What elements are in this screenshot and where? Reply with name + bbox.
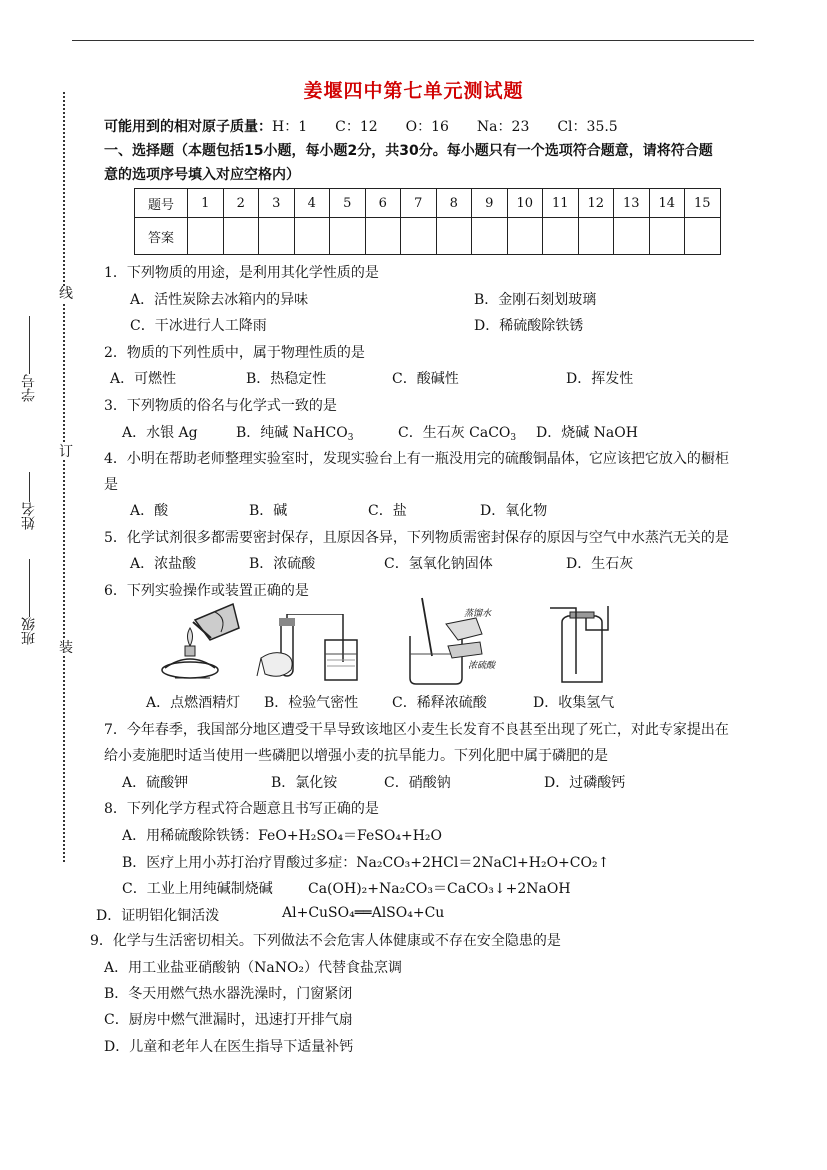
question-number-cell: 6 (365, 189, 401, 218)
dilute-acid-figure (402, 596, 502, 688)
answer-cell[interactable] (614, 218, 650, 255)
q2-option-a: A．可燃性 (110, 371, 177, 387)
section1-header-line1: 一、选择题（本题包括15小题，每小题2分，共30分。每小题只有一个选项符合题意，请将符合题 (104, 143, 713, 159)
q3-option-b: B．纯碱 NaHCO$_3$ (236, 425, 354, 443)
q7-stem-line1: 7．今年春季，我国部分地区遭受干旱导致该地区小麦生长发育不良甚至出现了死亡，对此专家提出在 (104, 722, 729, 738)
q6-option-b: B．检验气密性 (264, 695, 359, 711)
answer-cell[interactable] (685, 218, 721, 255)
question-number-cell: 9 (472, 189, 508, 218)
answer-cell[interactable] (259, 218, 295, 255)
answer-cell[interactable] (188, 218, 224, 255)
class-underline (29, 559, 30, 617)
q4-stem-line2: 是 (104, 477, 118, 493)
q3-stem: 3．下列物质的俗名与化学式一致的是 (104, 398, 337, 414)
q5-option-b: B．浓硫酸 (249, 556, 316, 572)
question-number-cell: 1 (188, 189, 224, 218)
q4-option-b: B．碱 (249, 503, 288, 519)
gas-collection-figure (548, 604, 610, 688)
q1-stem: 1．下列物质的用途，是利用其化学性质的是 (104, 265, 379, 281)
binding-dotted-line (63, 92, 65, 862)
question-number-cell: 2 (223, 189, 259, 218)
q6-option-d: D．收集氢气 (533, 695, 615, 711)
q7-option-a: A．硫酸钾 (122, 775, 189, 791)
q7-stem-line2: 给小麦施肥时适当使用一些磷肥以增强小麦的抗旱能力。下列化肥中属于磷肥的是 (104, 748, 608, 764)
answer-cell[interactable] (649, 218, 685, 255)
q3-option-d: D．烧碱 NaOH (536, 425, 638, 441)
answer-cell[interactable] (401, 218, 437, 255)
question-number-cell: 3 (259, 189, 295, 218)
answer-cell[interactable] (436, 218, 472, 255)
fig-c-label-acid: 浓硫酸 (468, 661, 496, 671)
q1-option-b: B．金刚石刻划玻璃 (474, 292, 597, 308)
answer-cell[interactable] (330, 218, 366, 255)
q8-option-a: A．用稀硫酸除铁锈：FeO+H₂SO₄＝FeSO₄+H₂O (122, 828, 442, 844)
q5-option-c: C．氢氧化钠固体 (384, 556, 493, 572)
question-number-cell: 15 (685, 189, 721, 218)
answer-row-label: 答案 (135, 218, 188, 255)
answer-table-header-label: 题号 (135, 189, 188, 218)
question-number-cell: 10 (507, 189, 543, 218)
airtightness-figure (255, 614, 365, 690)
q8-option-c: C．工业上用纯碱制烧碱 (122, 881, 273, 897)
answer-cell[interactable] (578, 218, 614, 255)
top-rule (72, 40, 754, 41)
name-underline (29, 472, 30, 502)
answer-table (134, 188, 721, 255)
q2-option-c: C．酸碱性 (392, 371, 459, 387)
q8-option-b: B．医疗上用小苏打治疗胃酸过多症：Na₂CO₃+2HCl＝2NaCl+H₂O+CO₂↑ (122, 855, 610, 871)
section1-header-line2: 意的选项序号填入对应空格内） (104, 167, 300, 183)
binding-char-xian: 线 (59, 286, 73, 302)
q4-stem-line1: 4．小明在帮助老师整理实验室时，发现实验台上有一瓶没用完的硫酸铜晶体，它应该把它放入的橱柜 (104, 451, 729, 467)
q2-option-d: D．挥发性 (566, 371, 634, 387)
q8-option-c-equation: Ca(OH)₂+Na₂CO₃＝CaCO₃↓+2NaOH (308, 881, 571, 897)
question-number-cell: 5 (330, 189, 366, 218)
q4-option-a: A．酸 (130, 503, 169, 519)
q5-option-d: D．生石灰 (566, 556, 634, 572)
answer-cell[interactable] (223, 218, 259, 255)
answer-cell[interactable] (294, 218, 330, 255)
name-label: 姓名 (21, 502, 37, 530)
q9-option-d: D．儿童和老年人在医生指导下适量补钙 (104, 1039, 354, 1055)
q8-option-d: D．证明铝化铜活泼 (96, 908, 220, 924)
answer-cell[interactable] (472, 218, 508, 255)
q7-option-b: B．氯化铵 (271, 775, 338, 791)
answer-cell[interactable] (507, 218, 543, 255)
q9-option-c: C．厨房中燃气泄漏时，迅速打开排气扇 (104, 1012, 353, 1028)
question-number-cell: 12 (578, 189, 614, 218)
answer-cell[interactable] (365, 218, 401, 255)
class-field[interactable] (14, 555, 44, 645)
question-number-cell: 11 (543, 189, 579, 218)
q7-option-c: C．硝酸钠 (384, 775, 451, 791)
question-number-cell: 13 (614, 189, 650, 218)
name-field[interactable] (14, 468, 44, 530)
q6-option-a: A．点燃酒精灯 (146, 695, 241, 711)
question-number-cell: 8 (436, 189, 472, 218)
question-number-cell: 7 (401, 189, 437, 218)
q8-option-d-equation: Al+CuSO₄══AlSO₄+Cu (282, 905, 445, 921)
q5-option-a: A．浓盐酸 (130, 556, 197, 572)
q9-stem: 9．化学与生活密切相关。下列做法不会危害人体健康或不存在安全隐患的是 (90, 933, 561, 949)
q2-stem: 2．物质的下列性质中，属于物理性质的是 (104, 345, 365, 361)
page-title: 姜堰四中第七单元测试题 (303, 80, 524, 102)
question-number-cell: 14 (649, 189, 685, 218)
q5-stem: 5．化学试剂很多都需要密封保存，且原因各异，下列物质需密封保存的原因与空气中水蒸汽无关的是 (104, 530, 729, 546)
q6-stem: 6．下列实验操作或装置正确的是 (104, 583, 309, 599)
answer-cell[interactable] (543, 218, 579, 255)
binding-char-zhuang: 装 (59, 640, 73, 656)
atomic-mass-line (104, 116, 618, 136)
question-number-cell: 4 (294, 189, 330, 218)
class-label: 班级 (21, 617, 37, 645)
q3-option-a: A．水银 Ag (122, 425, 198, 441)
q9-option-b: B．冬天用燃气热水器洗澡时，门窗紧闭 (104, 986, 353, 1002)
atomic-mass-values: H：1 C：12 O：16 Na：23 Cl：35.5 (272, 119, 618, 135)
student-id-label: 学号 (21, 374, 37, 402)
q6-option-c: C．稀释浓硫酸 (392, 695, 487, 711)
q7-option-d: D．过磷酸钙 (544, 775, 626, 791)
q8-stem: 8．下列化学方程式符合题意且书写正确的是 (104, 801, 379, 817)
q1-option-d: D．稀硫酸除铁锈 (474, 318, 584, 334)
binding-char-ding: 订 (59, 444, 73, 460)
alcohol-lamp-figure (155, 598, 245, 686)
q2-option-b: B．热稳定性 (246, 371, 327, 387)
q1-option-c: C．干冰进行人工降雨 (130, 318, 267, 334)
q3-option-c: C．生石灰 CaCO$_3$ (398, 425, 517, 443)
student-id-underline (29, 316, 30, 374)
q9-option-a: A．用工业盐亚硝酸钠（NaNO₂）代替食盐烹调 (104, 960, 403, 976)
q1-option-a: A．活性炭除去冰箱内的异味 (130, 292, 309, 308)
student-id-field[interactable] (14, 312, 44, 402)
q4-option-c: C．盐 (368, 503, 407, 519)
fig-c-label-water: 蒸馏水 (464, 609, 492, 619)
atomic-mass-label: 可能用到的相对原子质量： (104, 119, 272, 135)
q4-option-d: D．氧化物 (480, 503, 548, 519)
